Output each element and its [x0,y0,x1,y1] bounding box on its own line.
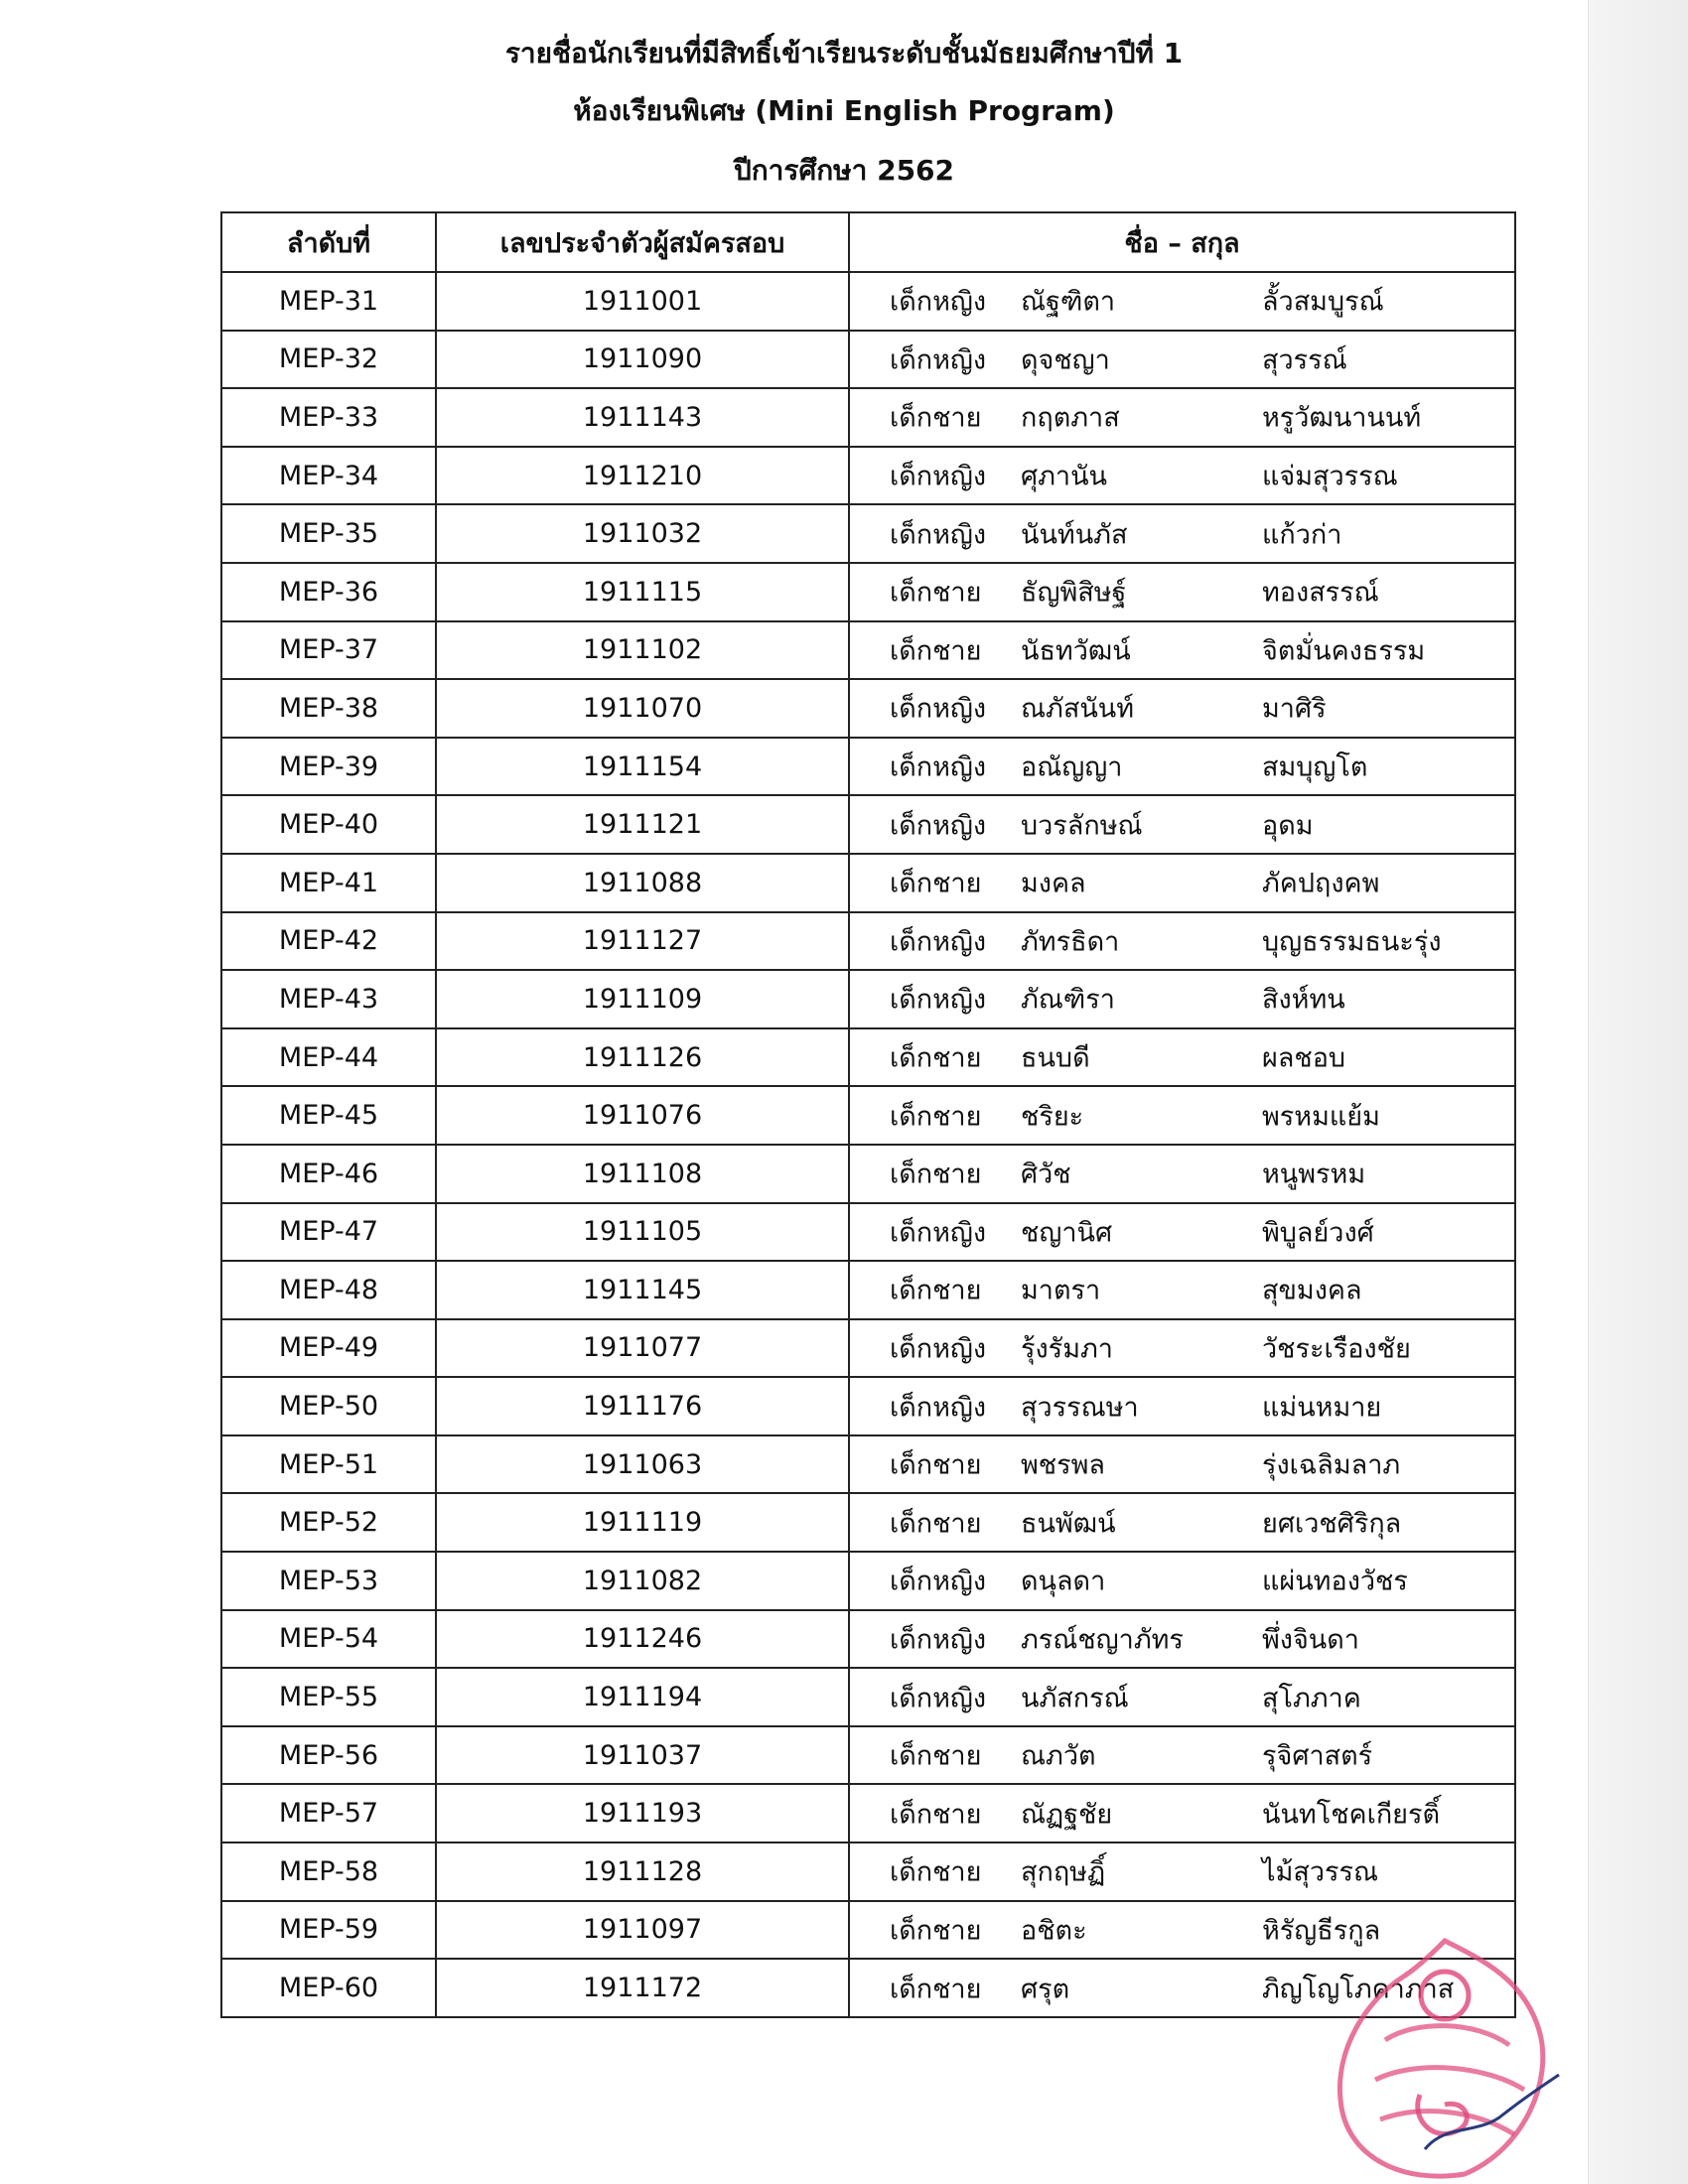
table-row [221,1319,1515,1378]
table-row [221,1028,1515,1087]
row-full-name [849,1086,1515,1145]
last-name: แจ่มสุวรรณ [1262,461,1398,492]
row-seq: MEP-33 [221,388,436,447]
name-prefix: เด็กชาย [890,1740,982,1772]
name-prefix: เด็กหญิง [890,1624,987,1656]
row-applicant-id: 1911194 [436,1668,849,1726]
row-seq: MEP-54 [221,1610,436,1669]
last-name: วัชระเรืองชัย [1262,1333,1411,1365]
first-name: สุกฤษฏิ์ [1021,1856,1106,1888]
last-name: พรหมแย้ม [1262,1101,1380,1133]
table-row [221,563,1515,621]
row-full-name [849,1668,1515,1726]
name-prefix: เด็กหญิง [890,519,987,551]
row-full-name [849,331,1515,389]
first-name: ศุภานัน [1021,461,1108,492]
row-full-name [849,679,1515,738]
row-full-name [849,738,1515,796]
row-full-name [849,563,1515,621]
row-applicant-id: 1911063 [436,1435,849,1494]
row-seq: MEP-40 [221,795,436,854]
row-full-name [849,1784,1515,1843]
last-name: ผลชอบ [1262,1042,1346,1074]
row-applicant-id: 1911037 [436,1726,849,1785]
row-seq: MEP-58 [221,1843,436,1901]
first-name: อณัญญา [1021,751,1123,783]
first-name: บวรลักษณ์ [1021,810,1143,842]
row-full-name [849,1203,1515,1262]
row-seq: MEP-39 [221,738,436,796]
row-applicant-id: 1911001 [436,272,849,331]
table-row [221,504,1515,563]
row-full-name [849,1843,1515,1901]
document-title: รายชื่อนักเรียนที่มีสิทธิ์เข้าเรียนระดับชั้นมัธยมศึกษาปีที่ 1 [504,37,1184,69]
name-prefix: เด็กหญิง [890,1566,987,1597]
row-seq: MEP-53 [221,1552,436,1610]
row-full-name [849,912,1515,971]
first-name: ณภวัต [1021,1740,1096,1772]
row-full-name [849,1610,1515,1669]
name-prefix: เด็กหญิง [890,1333,987,1365]
table-row [221,1435,1515,1494]
row-seq: MEP-34 [221,447,436,505]
row-applicant-id: 1911105 [436,1203,849,1262]
name-prefix: เด็กชาย [890,1508,982,1540]
row-applicant-id: 1911126 [436,1028,849,1087]
document-subtitle: ห้องเรียนพิเศษ (Mini English Program) [573,94,1115,127]
seal-mark [1339,1941,1542,2176]
table-row [221,912,1515,971]
last-name: แม่นหมาย [1262,1392,1382,1424]
first-name: กฤตภาส [1021,402,1120,434]
row-applicant-id: 1911193 [436,1784,849,1843]
last-name: พึ่งจินดา [1262,1624,1359,1656]
row-seq: MEP-48 [221,1261,436,1319]
row-seq: MEP-44 [221,1028,436,1087]
last-name: แก้วก่า [1262,519,1342,551]
row-full-name [849,1493,1515,1552]
row-full-name [849,1552,1515,1610]
first-name: ธนพัฒน์ [1021,1508,1116,1540]
last-name: พิบูลย์วงศ์ [1262,1217,1374,1249]
row-applicant-id: 1911121 [436,795,849,854]
table-row [221,331,1515,389]
row-seq: MEP-60 [221,1959,436,2017]
last-name: หรูวัฒนานนท์ [1262,402,1422,434]
row-applicant-id: 1911246 [436,1610,849,1669]
row-full-name [849,1435,1515,1494]
last-name: มาศิริ [1262,693,1327,725]
first-name: ชญานิศ [1021,1217,1113,1249]
row-applicant-id: 1911070 [436,679,849,738]
last-name: รุ่งเฉลิมลาภ [1262,1449,1401,1481]
last-name: บุญธรรมธนะรุ่ง [1262,926,1442,958]
name-prefix: เด็กชาย [890,1799,982,1831]
table-row [221,738,1515,796]
name-prefix: เด็กชาย [890,1101,982,1133]
first-name: ชริยะ [1021,1101,1084,1133]
first-name: สุวรรณษา [1021,1392,1139,1424]
first-name: ณภัสนันท์ [1021,693,1135,725]
first-name: ดนุลดา [1021,1566,1106,1597]
first-name: นัธทวัฒน์ [1021,635,1131,667]
school-seal-stamp [1326,1921,1564,2184]
table-row [221,1261,1515,1319]
table-row [221,621,1515,680]
first-name: ศรุต [1021,1974,1070,2005]
table-row [221,1668,1515,1726]
table-row [221,1493,1515,1552]
last-name: สุขมงคล [1262,1275,1362,1306]
name-prefix: เด็กชาย [890,577,982,609]
row-applicant-id: 1911210 [436,447,849,505]
header-applicant-id: เลขประจำตัวผู้สมัครสอบ [436,212,849,272]
name-prefix: เด็กหญิง [890,1392,987,1424]
first-name: ภรณ์ชญาภัทร [1021,1624,1184,1656]
last-name: ไม้สุวรรณ [1262,1856,1379,1888]
row-full-name [849,970,1515,1028]
name-prefix: เด็กหญิง [890,810,987,842]
row-seq: MEP-55 [221,1668,436,1726]
last-name: หิรัญธีรกูล [1262,1915,1381,1947]
row-seq: MEP-32 [221,331,436,389]
last-name: สิงห์ทน [1262,984,1345,1016]
row-seq: MEP-56 [221,1726,436,1785]
last-name: ภัคปฤงคพ [1262,868,1380,899]
row-seq: MEP-47 [221,1203,436,1262]
row-seq: MEP-37 [221,621,436,680]
row-applicant-id: 1911090 [436,331,849,389]
name-prefix: เด็กชาย [890,1449,982,1481]
row-applicant-id: 1911108 [436,1145,849,1203]
name-prefix: เด็กหญิง [890,461,987,492]
row-applicant-id: 1911119 [436,1493,849,1552]
row-full-name [849,1145,1515,1203]
row-full-name [849,1319,1515,1378]
last-name: ทองสรรณ์ [1262,577,1379,609]
row-full-name [849,504,1515,563]
row-applicant-id: 1911172 [436,1959,849,2017]
last-name: สุวรรณ์ [1262,344,1347,376]
row-applicant-id: 1911145 [436,1261,849,1319]
name-prefix: เด็กชาย [890,1856,982,1888]
table-row [221,854,1515,912]
row-full-name [849,621,1515,680]
row-full-name [849,795,1515,854]
name-prefix: เด็กชาย [890,1042,982,1074]
name-prefix: เด็กหญิง [890,926,987,958]
first-name: พชรพล [1021,1449,1105,1481]
first-name: มาตรา [1021,1275,1101,1306]
table-row [221,1377,1515,1435]
page-edge [1588,0,1688,2184]
row-seq: MEP-31 [221,272,436,331]
row-seq: MEP-49 [221,1319,436,1378]
row-seq: MEP-42 [221,912,436,971]
table-row [221,272,1515,331]
row-full-name [849,1028,1515,1087]
header-seq: ลำดับที่ [221,212,436,272]
table-row [221,1610,1515,1669]
row-full-name [849,272,1515,331]
name-prefix: เด็กหญิง [890,1217,987,1249]
last-name: แผ่นทองวัชร [1262,1566,1408,1597]
first-name: ณัฐฑิตา [1021,286,1116,318]
table-row [221,388,1515,447]
first-name: ภัทรธิดา [1021,926,1120,958]
first-name: ศิวัช [1021,1159,1071,1190]
name-prefix: เด็กชาย [890,402,982,434]
row-applicant-id: 1911076 [436,1086,849,1145]
name-prefix: เด็กหญิง [890,1683,987,1714]
first-name: มงคล [1021,868,1086,899]
table-row [221,1726,1515,1785]
table-row [221,795,1515,854]
table-row [221,1784,1515,1843]
table-row [221,1552,1515,1610]
first-name: ภัณฑิรา [1021,984,1115,1016]
row-seq: MEP-50 [221,1377,436,1435]
first-name: นันท์นภัส [1021,519,1128,551]
row-full-name [849,447,1515,505]
table-row [221,1901,1515,1960]
row-seq: MEP-38 [221,679,436,738]
name-prefix: เด็กชาย [890,635,982,667]
last-name: ลั้วสมบูรณ์ [1262,286,1384,318]
row-applicant-id: 1911109 [436,970,849,1028]
table-row [221,1843,1515,1901]
table-row [221,1203,1515,1262]
row-applicant-id: 1911154 [436,738,849,796]
first-name: อชิตะ [1021,1915,1087,1947]
first-name: ธนบดี [1021,1042,1090,1074]
last-name: หนูพรหม [1262,1159,1366,1190]
row-applicant-id: 1911143 [436,388,849,447]
last-name: จิตมั่นคงธรรม [1262,635,1426,667]
row-applicant-id: 1911032 [436,504,849,563]
row-seq: MEP-57 [221,1784,436,1843]
first-name: นภัสกรณ์ [1021,1683,1129,1714]
table-body [221,272,1515,2017]
row-seq: MEP-41 [221,854,436,912]
row-applicant-id: 1911102 [436,621,849,680]
name-prefix: เด็กชาย [890,1974,982,2005]
academic-year: ปีการศึกษา 2562 [733,154,955,187]
table-row [221,1145,1515,1203]
name-prefix: เด็กหญิง [890,751,987,783]
table-row [221,1959,1515,2017]
student-roster-table [220,211,1516,2018]
row-full-name [849,388,1515,447]
row-seq: MEP-36 [221,563,436,621]
header-full-name: ชื่อ – สกุล [849,212,1515,272]
table-header-row [221,212,1515,272]
name-prefix: เด็กชาย [890,1275,982,1306]
row-applicant-id: 1911082 [436,1552,849,1610]
row-applicant-id: 1911127 [436,912,849,971]
table-row [221,679,1515,738]
row-seq: MEP-35 [221,504,436,563]
last-name: สุโภภาค [1262,1683,1361,1714]
row-seq: MEP-46 [221,1145,436,1203]
table-row [221,970,1515,1028]
row-seq: MEP-59 [221,1901,436,1960]
row-applicant-id: 1911176 [436,1377,849,1435]
table-row [221,447,1515,505]
first-name: รุ้งรัมภา [1021,1333,1113,1365]
row-applicant-id: 1911088 [436,854,849,912]
row-seq: MEP-45 [221,1086,436,1145]
row-applicant-id: 1911128 [436,1843,849,1901]
row-seq: MEP-51 [221,1435,436,1494]
row-full-name [849,1726,1515,1785]
first-name: ธัญพิสิษฐ์ [1021,577,1127,609]
name-prefix: เด็กชาย [890,1915,982,1947]
name-prefix: เด็กชาย [890,868,982,899]
name-prefix: เด็กหญิง [890,344,987,376]
row-seq: MEP-52 [221,1493,436,1552]
last-name: นันทโชคเกียรติ์ [1262,1799,1441,1831]
row-applicant-id: 1911115 [436,563,849,621]
last-name: ภิญโญโภคาภาส [1262,1974,1455,2005]
last-name: รุจิศาสตร์ [1262,1740,1373,1772]
last-name: สมบุญโต [1262,751,1368,783]
row-applicant-id: 1911097 [436,1901,849,1960]
last-name: ยศเวชศิริกุล [1262,1508,1402,1540]
row-applicant-id: 1911077 [436,1319,849,1378]
row-seq: MEP-43 [221,970,436,1028]
name-prefix: เด็กชาย [890,1159,982,1190]
name-prefix: เด็กหญิง [890,984,987,1016]
row-full-name [849,854,1515,912]
first-name: ณัฏฐชัย [1021,1799,1113,1831]
name-prefix: เด็กหญิง [890,286,987,318]
table-row [221,1086,1515,1145]
name-prefix: เด็กหญิง [890,693,987,725]
last-name: อุดม [1262,810,1314,842]
row-full-name [849,1377,1515,1435]
row-full-name [849,1261,1515,1319]
first-name: ดุจชญา [1021,344,1110,376]
